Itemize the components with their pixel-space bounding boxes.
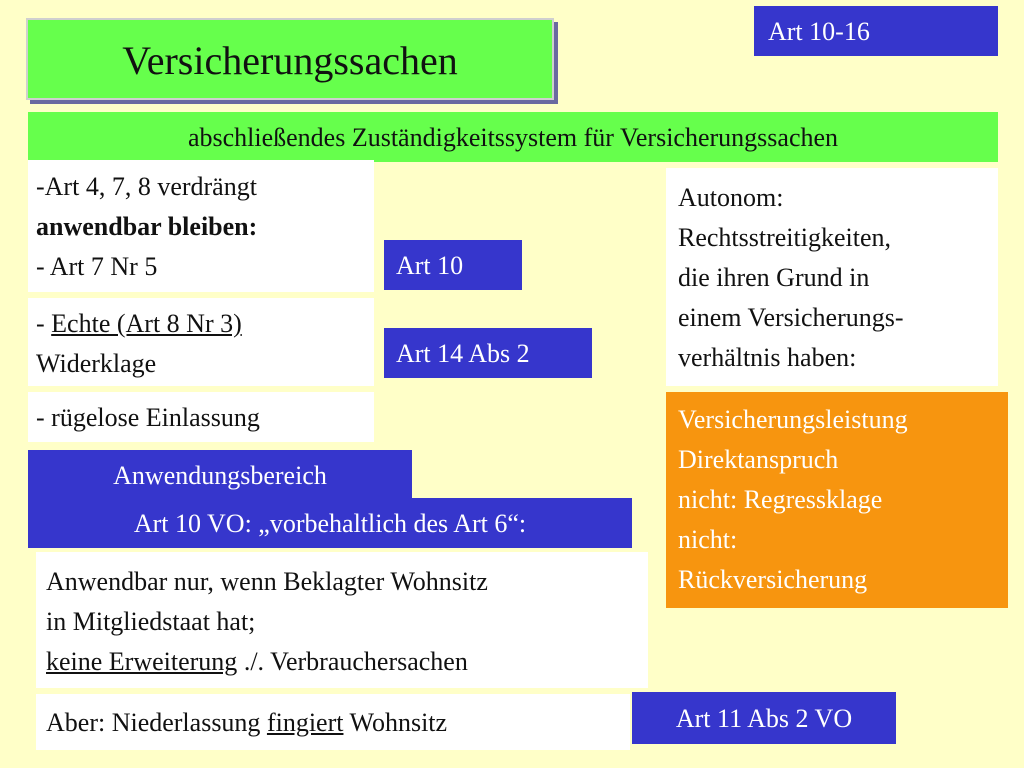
- art-10-label: Art 10: [384, 240, 522, 290]
- domicile-line-1: Anwendbar nur, wenn Beklagter Wohnsitz: [46, 567, 488, 596]
- art-14-abs-2-label: Art 14 Abs 2: [384, 328, 592, 378]
- art-7-nr-5-line: - Art 7 Nr 5: [36, 252, 158, 281]
- autonom-line: verhältnis haben:: [678, 343, 857, 372]
- counterclaim-prefix: -: [36, 309, 52, 338]
- consumer-matters-text: ./. Verbrauchersachen: [237, 647, 468, 676]
- domicile-line-2: in Mitgliedstaat hat;: [46, 607, 256, 636]
- no-extension-text: keine Erweiterung: [46, 647, 238, 676]
- autonom-line: Rechtsstreitigkeiten,: [678, 223, 892, 252]
- branch-prefix: Aber: Niederlassung: [46, 708, 267, 737]
- autonom-line: die ihren Grund in: [678, 263, 870, 292]
- scope-line: Direktanspruch: [678, 445, 839, 474]
- fictitious-text: fingiert: [266, 708, 344, 737]
- appearance-box: - rügelose Einlassung: [28, 392, 374, 442]
- branch-fiction-box: [36, 694, 630, 750]
- autonomous-definition-box: [666, 168, 998, 386]
- autonom-line: Autonom:: [678, 183, 784, 212]
- domicile-condition-box: [36, 552, 648, 688]
- counterclaim-label: Widerklage: [36, 349, 157, 378]
- slide-title: Versicherungssachen: [26, 18, 554, 100]
- remain-applicable-heading: anwendbar bleiben:: [36, 212, 258, 241]
- branch-suffix: Wohnsitz: [343, 708, 448, 737]
- insurance-scope-box: [666, 392, 1008, 608]
- autonom-line: einem Versicherungs-: [678, 303, 904, 332]
- scope-line: nicht: Regressklage: [678, 485, 883, 514]
- scope-line: nicht:: [678, 525, 738, 554]
- displaced-articles-box: [28, 160, 374, 292]
- art-11-abs-2-label: Art 11 Abs 2 VO: [632, 692, 896, 744]
- counterclaim-reference: Echte (Art 8 Nr 3): [51, 309, 242, 338]
- reservation-art-6-label: Art 10 VO: „vorbehaltlich des Art 6“:: [28, 498, 632, 548]
- system-banner: abschließendes Zuständigkeitssystem für Versicherungssachen: [28, 112, 998, 162]
- scope-of-application-label: Anwendungsbereich: [28, 450, 412, 500]
- scope-line: Versicherungsleistung: [678, 405, 908, 434]
- displaced-articles-line: -Art 4, 7, 8 verdrängt: [36, 172, 257, 201]
- counterclaim-box: [28, 298, 374, 386]
- scope-line: Rückversicherung: [678, 565, 868, 594]
- article-range-label: Art 10-16: [754, 6, 998, 56]
